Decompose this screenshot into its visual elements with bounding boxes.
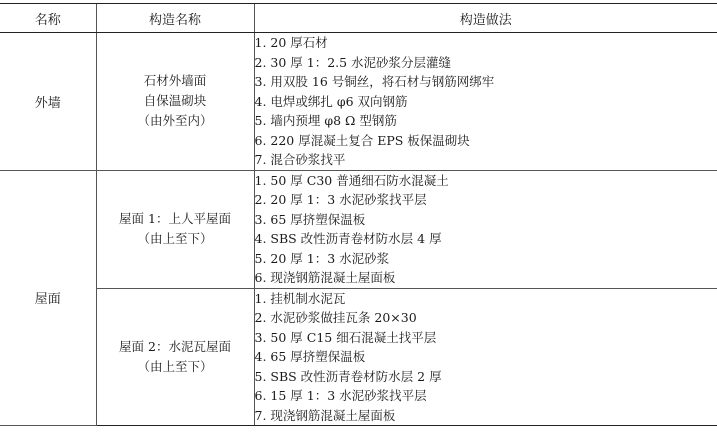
step-item: 4. 电焊或绑扎 φ6 双向钢筋 — [254, 93, 408, 109]
construction-name-line: （由上至下） — [137, 231, 213, 246]
step-item: 3. 65 厚挤塑保温板 — [254, 211, 366, 227]
construction-name-line: 石材外墙面 — [143, 73, 207, 89]
step-item: 2. 20 厚 1：3 水泥砂浆找平层 — [254, 192, 427, 207]
construction-table — [0, 3, 717, 426]
step-item: 2. 水泥砂浆做挂瓦条 20×30 — [254, 310, 417, 325]
step-item: 5. 20 厚 1：3 水泥砂浆 — [254, 250, 390, 266]
construction-name-line: 屋面 1：上人平屋面 — [119, 211, 231, 226]
step-item: 4. 65 厚挤塑保温板 — [254, 349, 366, 364]
step-item: 2. 30 厚 1：2.5 水泥砂浆分层灌缝 — [254, 54, 452, 70]
step-item: 1. 50 厚 C30 普通细石防水混凝土 — [254, 172, 449, 188]
step-item: 5. 墙内预埋 φ8 Ω 型钢筋 — [254, 113, 397, 128]
header-row — [0, 4, 717, 33]
step-item: 3. 用双股 16 号铜丝，将石材与钢筋网绑牢 — [254, 74, 495, 89]
construction-name-roof2 — [96, 288, 254, 426]
table-row-roof2 — [0, 288, 717, 426]
construction-steps-wall — [254, 33, 717, 171]
step-item: 7. 现浇钢筋混凝土屋面板 — [254, 407, 396, 423]
row-name-roof: 屋面 — [0, 170, 96, 426]
construction-name-roof1 — [96, 170, 254, 288]
header-name: 名称 — [0, 4, 96, 33]
step-item: 7. 混合砂浆找平 — [254, 152, 346, 167]
table-row-wall — [0, 33, 717, 171]
header-construction-name: 构造名称 — [96, 4, 254, 33]
step-item: 5. SBS 改性沥青卷材防水层 2 厚 — [254, 368, 442, 384]
construction-name-line: 屋面 2：水泥瓦屋面 — [119, 338, 231, 354]
step-item: 1. 20 厚石材 — [254, 35, 328, 50]
header-construction-method: 构造做法 — [254, 4, 717, 33]
step-item: 6. 15 厚 1：3 水泥砂浆找平层 — [254, 388, 427, 403]
construction-name-line: 自保温砌块 — [143, 93, 207, 109]
construction-name-line: （由上至下） — [137, 358, 213, 374]
table-row-roof1 — [0, 170, 717, 288]
step-item: 1. 挂机制水泥瓦 — [254, 290, 346, 306]
step-item: 6. 220 厚混凝土复合 EPS 板保温砌块 — [254, 132, 470, 148]
construction-name-wall — [96, 33, 254, 171]
step-item: 6. 现浇钢筋混凝土屋面板 — [254, 270, 396, 285]
construction-steps-roof2 — [254, 288, 717, 426]
construction-steps-roof1 — [254, 170, 717, 288]
step-item: 4. SBS 改性沥青卷材防水层 4 厚 — [254, 231, 442, 246]
row-name-wall: 外墙 — [0, 33, 96, 171]
construction-name-line: （由外至内） — [137, 113, 213, 129]
step-item: 3. 50 厚 C15 细石混凝土找平层 — [254, 329, 437, 345]
